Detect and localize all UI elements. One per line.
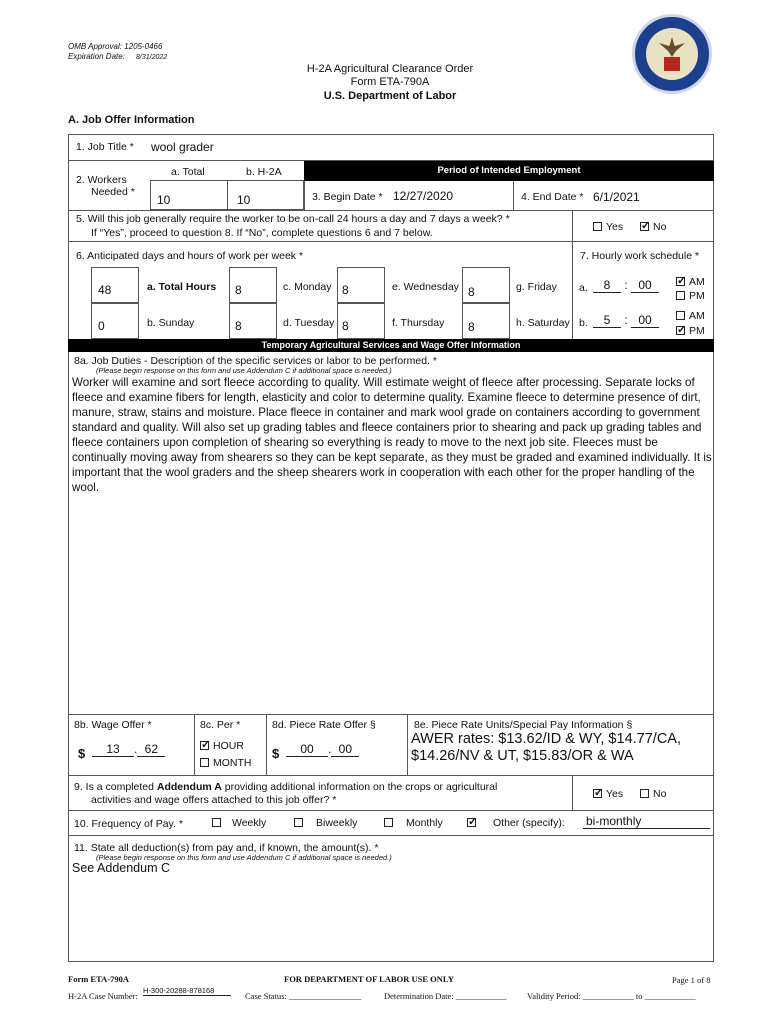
job-title-label: 1. Job Title * [76, 141, 134, 153]
piece-units-line1[interactable]: AWER rates: $13.62/ID & WY, $14.77/CA, [411, 731, 681, 747]
begin-date-field[interactable]: 12/27/2020 [393, 189, 454, 203]
pay-monthly[interactable] [384, 817, 443, 829]
piece-dollars[interactable]: 00 [286, 742, 328, 757]
checkbox-icon[interactable] [200, 758, 209, 767]
begin-date-label: 3. Begin Date * [312, 191, 383, 203]
expiration-label: Expiration Date: [68, 52, 125, 61]
addendum-yes[interactable] [593, 788, 623, 800]
schedule-b-am[interactable] [676, 310, 705, 322]
schedule-a-hour[interactable]: 8 [593, 278, 621, 293]
per-month-option[interactable] [200, 757, 252, 769]
hourly-schedule-label: 7. Hourly work schedule * [580, 250, 700, 262]
deductions-label: 11. State all deduction(s) from pay and, if known, the amount(s). * [74, 842, 379, 854]
piece-dollar-sign: $ [272, 746, 280, 761]
checkbox-checked-icon[interactable] [676, 277, 685, 286]
saturday-label: h. Saturday [516, 317, 570, 329]
thursday-field[interactable]: 8 [342, 319, 349, 333]
checkbox-checked-icon[interactable] [676, 326, 685, 335]
job-duties-field[interactable]: Worker will examine and sort fleece according to quality. Will estimate weight of fleece after processing. Separate locks of fleece and examine fibers for length, elasticity and color to determine quality. Examine fleece to determine presence of dirt, manure, straw, stains and moisture. Place fleece in container and mark wool grade on containers according to government standard and quality. Will also set up grading tables and fleece containers prior to shearing and pack up grading tables and fleece containers upon completion of shearing so everything is ready to move to the next job site. Fleeces must be continually moving away from shearers so they can be kept separate, as they must be graded and examined individually. It is important that the wool graders and the sheep shearers work in cooperation with each other for the proper handling of the wool. [72, 376, 712, 494]
wage-dollars[interactable]: 13 [92, 742, 134, 757]
checkbox-icon[interactable] [676, 291, 685, 300]
tuesday-field[interactable]: 8 [235, 319, 242, 333]
footer-case-value: H-300-20288-878168 [143, 986, 231, 996]
footer-form-name: Form ETA-790A [68, 974, 129, 984]
workers-total-field[interactable]: 10 [157, 193, 171, 207]
dol-seal-icon [632, 14, 712, 94]
end-date-label: 4. End Date * [521, 191, 584, 203]
pay-biweekly[interactable] [294, 817, 357, 829]
q9-pre: 9. Is a completed [74, 781, 157, 793]
q9-post: providing additional information on the crops or agricultural [221, 781, 498, 793]
monday-field[interactable]: 8 [235, 283, 242, 297]
footer-dol-use: FOR DEPARTMENT OF LABOR USE ONLY [284, 974, 454, 984]
footer-page: Page 1 of 8 [672, 975, 711, 985]
am-label: AM [689, 276, 705, 288]
month-label: MONTH [213, 757, 252, 769]
piece-units-line2[interactable]: $14.26/NV & UT, $15.83/OR & WA [411, 748, 634, 764]
addendum-no-label: No [653, 788, 667, 800]
job-duties-note: (Please begin response on this form and use Addendum C if additional space is needed.) [96, 366, 392, 375]
total-hours-label: a. Total Hours [147, 281, 217, 293]
checkbox-checked-icon[interactable] [467, 818, 476, 827]
piece-rate-label: 8d. Piece Rate Offer § [272, 719, 376, 731]
department-name: U.S. Department of Labor [323, 90, 457, 102]
pm-label: PM [689, 325, 705, 337]
saturday-field[interactable]: 8 [468, 320, 475, 334]
pm-label: PM [689, 290, 705, 302]
workers-h2a-field[interactable]: 10 [237, 193, 251, 207]
oncall-no[interactable] [640, 221, 666, 233]
form-number: Form ETA-790A [350, 76, 430, 88]
checkbox-icon[interactable] [212, 818, 221, 827]
tuesday-label: d. Tuesday [283, 317, 335, 329]
monday-label: c. Monday [283, 281, 332, 293]
biweekly-label: Biweekly [316, 817, 358, 829]
piece-cents[interactable]: 00 [331, 742, 359, 757]
sunday-field[interactable]: 0 [98, 319, 105, 333]
temp-services-bar: Temporary Agricultural Services and Wage Offer Information [68, 339, 714, 352]
schedule-a-label: a. [579, 282, 588, 294]
schedule-a-am[interactable] [676, 276, 705, 288]
addendum-a-question-2: activities and wage offers attached to this job offer? * [91, 794, 337, 806]
schedule-b-label: b. [579, 317, 588, 329]
deductions-note: (Please begin response on this form and use Addendum C if additional space is needed.) [96, 853, 392, 862]
col-h2a-label: b. H-2A [246, 166, 282, 178]
schedule-a-pm[interactable] [676, 290, 705, 302]
pay-other-field[interactable]: bi-monthly [583, 814, 710, 829]
addendum-yes-label: Yes [606, 788, 624, 800]
friday-field[interactable]: 8 [468, 285, 475, 299]
schedule-b-hour[interactable]: 5 [593, 313, 621, 328]
pay-weekly[interactable] [212, 817, 266, 829]
hour-label: HOUR [213, 740, 244, 752]
checkbox-icon[interactable] [384, 818, 393, 827]
checkbox-checked-icon[interactable] [593, 789, 602, 798]
job-title-field[interactable]: wool grader [151, 140, 214, 154]
checkbox-checked-icon[interactable] [640, 222, 649, 231]
end-date-field[interactable]: 6/1/2021 [593, 190, 640, 204]
thursday-label: f. Thursday [392, 317, 445, 329]
workers-needed-label-2: Needed * [91, 186, 135, 198]
omb-approval: OMB Approval: 1205-0466 [68, 42, 163, 51]
wednesday-label: e. Wednesday [392, 281, 459, 293]
oncall-yes-label: Yes [606, 221, 624, 233]
piece-rate-field[interactable]: 00 . 00 [286, 742, 359, 757]
col-total-label: a. Total [171, 166, 205, 178]
oncall-yes[interactable] [593, 221, 623, 233]
days-hours-label: 6. Anticipated days and hours of work per week * [76, 250, 304, 262]
wage-offer-label: 8b. Wage Offer * [74, 719, 152, 731]
workers-needed-label: 2. Workers [76, 174, 127, 186]
footer-case-label: H-2A Case Number: [68, 991, 138, 1001]
schedule-a-minute[interactable]: 00 [631, 278, 659, 293]
oncall-question: 5. Will this job generally require the worker to be on-call 24 hours a day and 7 days a week? * [76, 213, 510, 225]
per-hour-option[interactable] [200, 740, 244, 752]
form-title: H-2A Agricultural Clearance Order [306, 63, 474, 75]
total-hours-field[interactable]: 48 [98, 283, 112, 297]
wage-cents[interactable]: 62 [137, 742, 165, 757]
am-label: AM [689, 310, 705, 322]
schedule-b-time[interactable]: 5 : 00 [593, 313, 659, 328]
checkbox-icon[interactable] [294, 818, 303, 827]
expiration-value: 8/31/2022 [136, 54, 168, 61]
oncall-no-label: No [653, 221, 667, 233]
piece-units-label: 8e. Piece Rate Units/Special Pay Information § [414, 719, 633, 731]
section-a-title: A. Job Offer Information [68, 114, 195, 126]
addendum-no[interactable] [640, 788, 666, 800]
checkbox-checked-icon[interactable] [200, 741, 209, 750]
per-label: 8c. Per * [200, 719, 241, 731]
job-duties-label: 8a. Job Duties - Description of the specific services or labor to be performed. * [74, 355, 437, 367]
addendum-a-question [74, 781, 497, 793]
checkbox-icon[interactable] [593, 222, 602, 231]
checkbox-icon[interactable] [676, 311, 685, 320]
oncall-instructions: If “Yes”, proceed to question 8. If “No”, complete questions 6 and 7 below. [91, 227, 433, 239]
footer-case-status: Case Status: _________________ [245, 991, 362, 1001]
pay-frequency-label: 10. Frequency of Pay. * [74, 818, 183, 830]
weekly-label: Weekly [232, 817, 267, 829]
pay-other[interactable] [467, 817, 565, 829]
q9-bold: Addendum A [156, 781, 222, 793]
schedule-a-time[interactable]: 8 : 00 [593, 278, 659, 293]
footer-determination: Determination Date: ____________ [384, 991, 507, 1001]
sunday-label: b. Sunday [147, 317, 195, 329]
deductions-field[interactable]: See Addendum C [72, 861, 170, 875]
monthly-label: Monthly [406, 817, 443, 829]
wednesday-field[interactable]: 8 [342, 283, 349, 297]
period-bar: Period of Intended Employment [304, 161, 714, 181]
footer-validity: Validity Period: ____________ to ____________ [527, 991, 696, 1001]
checkbox-icon[interactable] [640, 789, 649, 798]
schedule-b-pm[interactable] [676, 325, 705, 337]
wage-offer-field[interactable]: 13 . 62 [92, 742, 165, 757]
other-label: Other (specify): [493, 817, 565, 829]
wage-dollar-sign: $ [78, 746, 86, 761]
schedule-b-minute[interactable]: 00 [631, 313, 659, 328]
friday-label: g. Friday [516, 281, 557, 293]
